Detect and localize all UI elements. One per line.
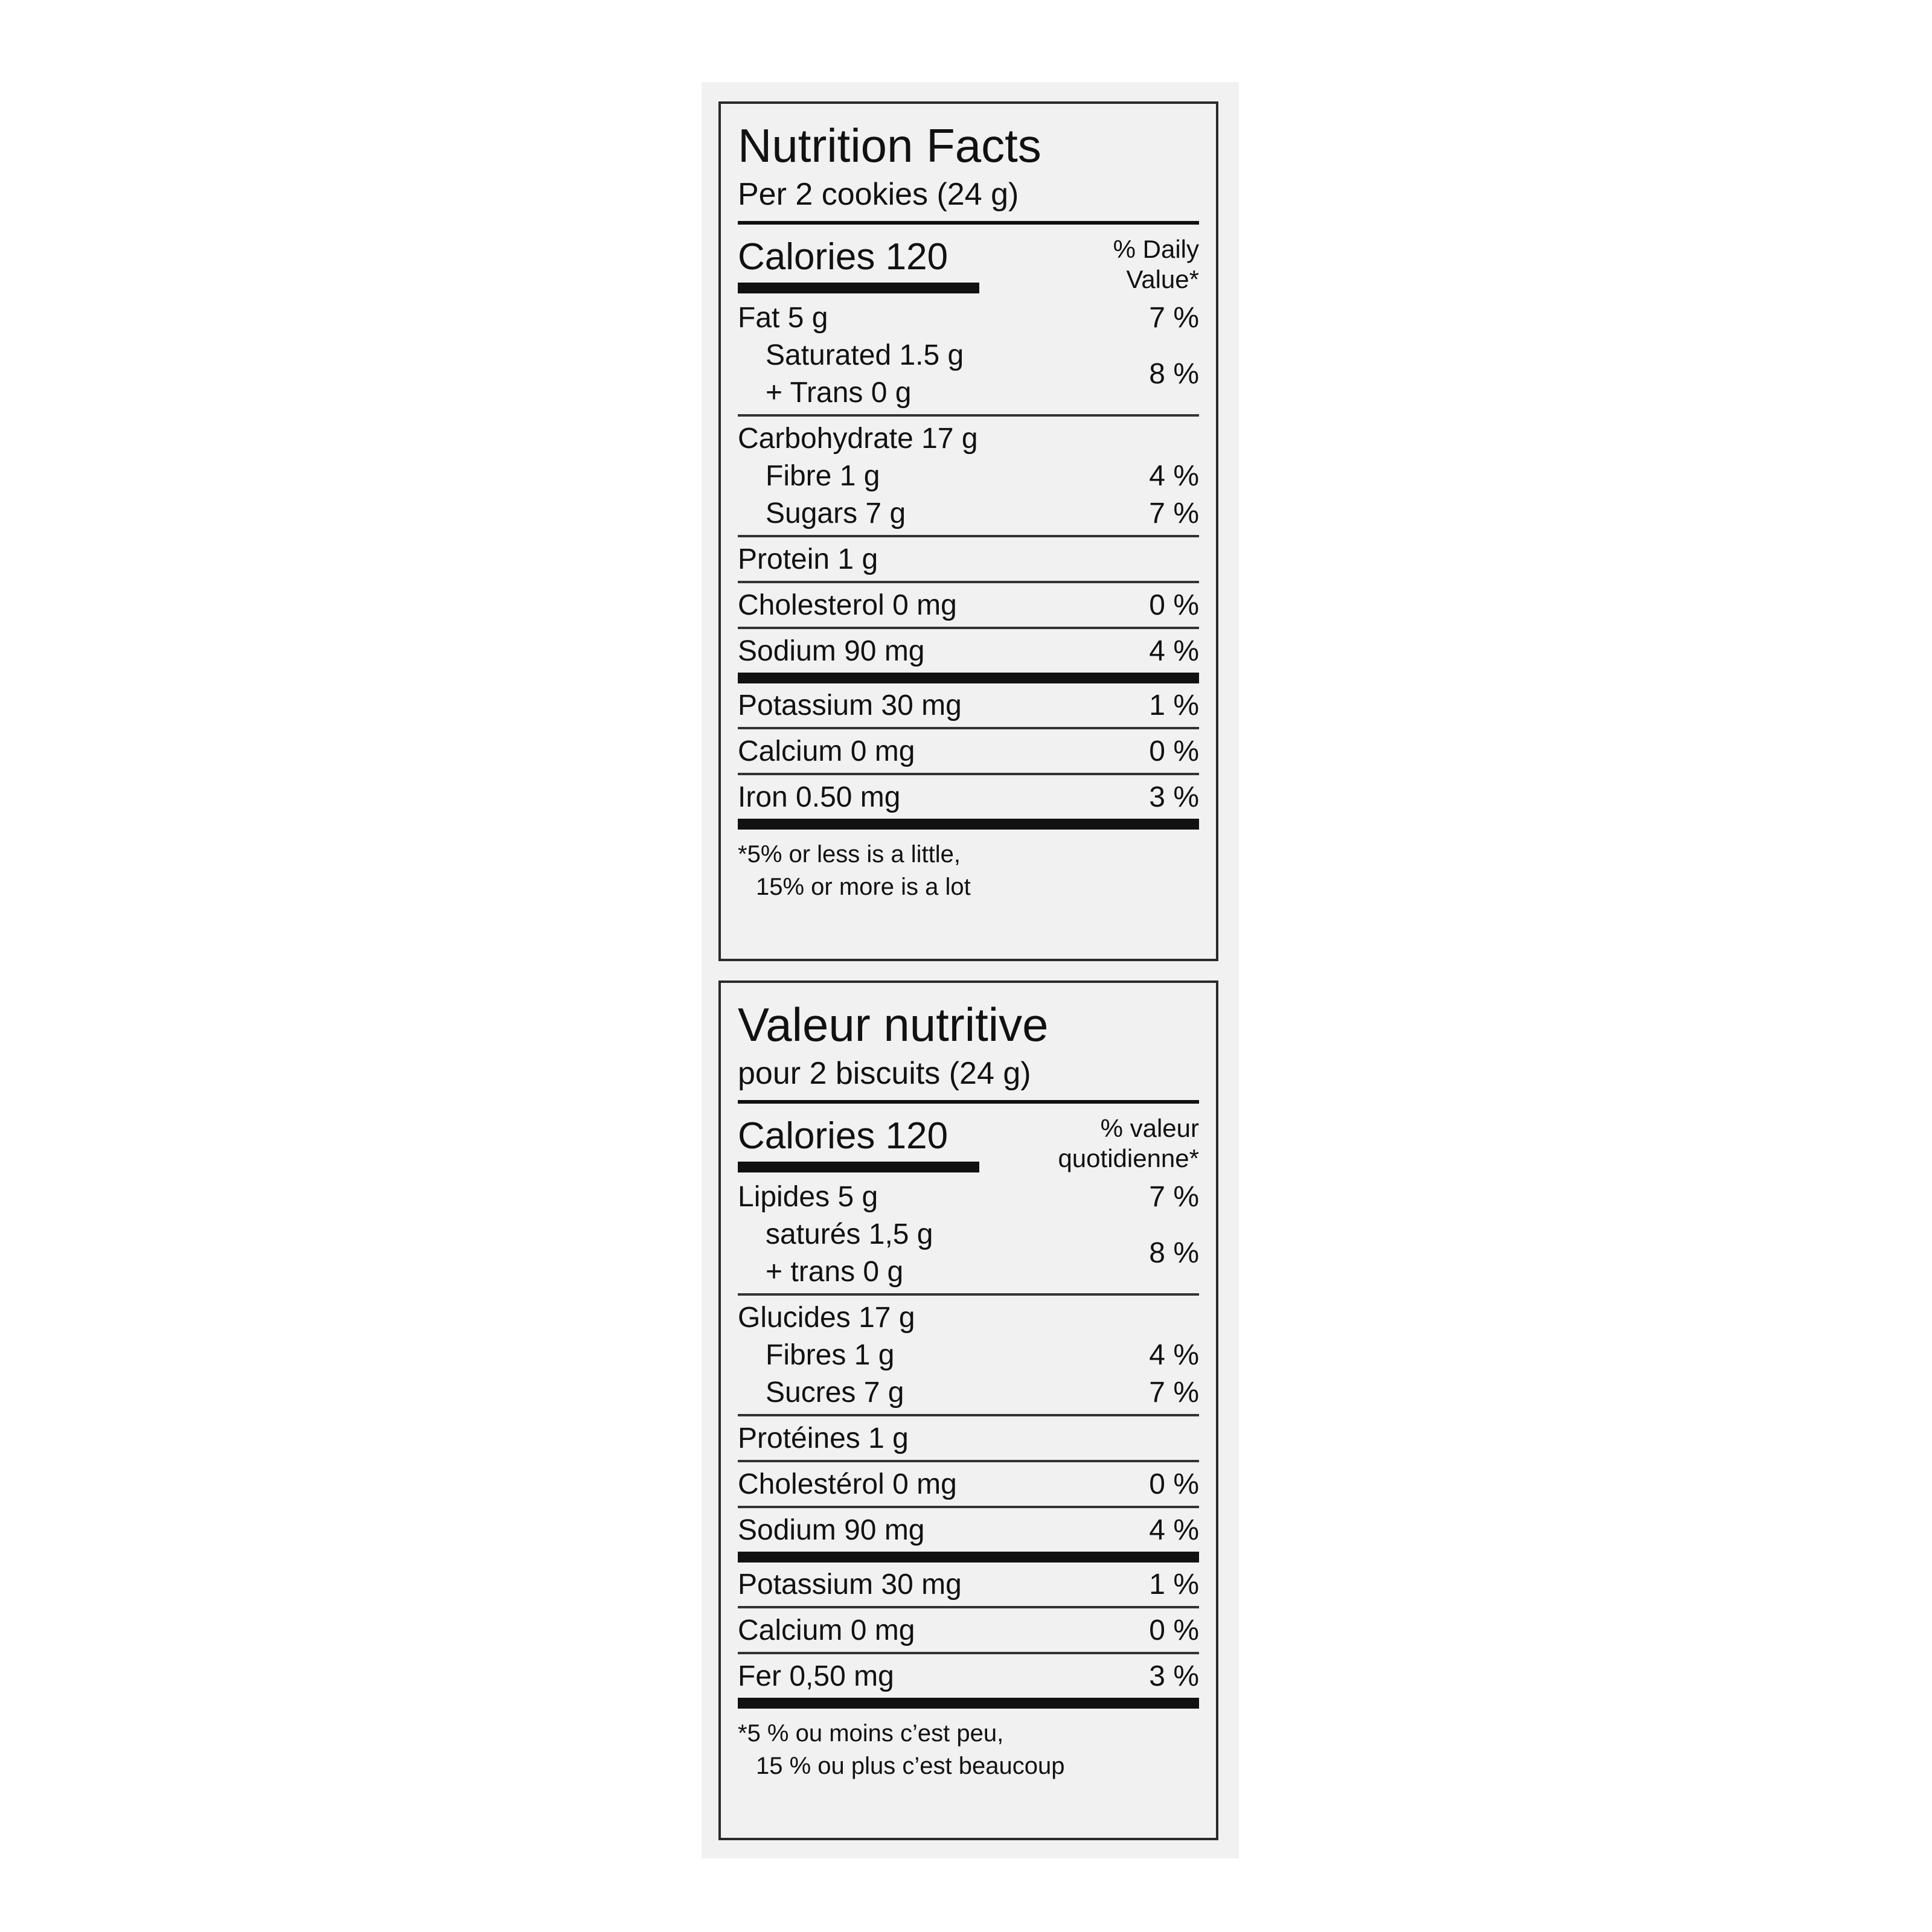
nutrient-row-saturated-trans [738, 337, 1199, 412]
panel-title: Nutrition Facts [738, 119, 1041, 172]
calories-label: Calories 120 [738, 236, 948, 278]
serving-size: pour 2 biscuits (24 g) [738, 1056, 1031, 1091]
carbohydrate-group [738, 417, 1199, 537]
potassium-group [738, 683, 1199, 729]
calories-bar [738, 1162, 979, 1172]
nutrient-row-fibre [738, 458, 1199, 495]
nutrient-row-carbohydrate [738, 420, 1199, 458]
nutrient-dv: 4 % [1149, 1514, 1199, 1546]
cholesterol-group [738, 1462, 1199, 1508]
nutrient-label: Fibres 1 g [766, 1339, 895, 1371]
footnote-line2: 15% or more is a lot [756, 874, 971, 900]
daily-value-header-line1: % valeur [1100, 1114, 1199, 1142]
daily-value-header-line1: % Daily [1113, 235, 1199, 263]
nutrient-label: Lipides 5 g [738, 1181, 878, 1213]
calories-bar [738, 283, 979, 293]
calories-row [738, 1104, 1199, 1175]
nutrition-facts-panel-french [718, 980, 1218, 1840]
nutrition-facts-panel-english [718, 101, 1218, 961]
panel-title: Valeur nutritive [738, 998, 1049, 1051]
nutrient-label: Fat 5 g [738, 302, 828, 334]
footnote [738, 830, 1199, 903]
nutrient-dv: 8 % [1149, 1237, 1199, 1269]
nutrient-label: Cholestérol 0 mg [738, 1468, 957, 1500]
nutrient-row-fat [738, 299, 1199, 337]
nutrient-row-iron [738, 779, 1199, 816]
daily-value-header-line2: quotidienne* [1058, 1144, 1199, 1172]
nutrient-row-sodium [738, 633, 1199, 670]
nutrient-dv: 0 % [1149, 735, 1199, 767]
nutrient-dv: 3 % [1149, 781, 1199, 813]
nutrient-dv: 7 % [1149, 497, 1199, 529]
nutrient-dv: 3 % [1149, 1660, 1199, 1692]
nutrient-row-iron [738, 1658, 1199, 1695]
nutrient-label: Calcium 0 mg [738, 1614, 915, 1646]
nutrient-row-calcium [738, 1612, 1199, 1649]
nutrient-label: Potassium 30 mg [738, 689, 962, 721]
nutrient-row-sodium [738, 1512, 1199, 1549]
nutrient-label: Cholesterol 0 mg [738, 589, 957, 621]
nutrient-row-fat [738, 1179, 1199, 1216]
nutrient-label-saturated: Saturated 1.5 g [766, 339, 964, 371]
nutrient-label-saturated: saturés 1,5 g [766, 1218, 933, 1250]
footnote-line2: 15 % ou plus c’est beaucoup [756, 1753, 1065, 1779]
nutrient-row-saturated-trans [738, 1216, 1199, 1291]
footnote-line1: *5 % ou moins c’est peu, [738, 1720, 1004, 1747]
nutrient-dv: 0 % [1149, 1468, 1199, 1500]
nutrient-row-protein [738, 1420, 1199, 1457]
nutrient-label: Potassium 30 mg [738, 1569, 962, 1601]
iron-group [738, 775, 1199, 830]
daily-value-header-line2: Value* [1126, 265, 1199, 293]
nutrient-dv: 0 % [1149, 589, 1199, 621]
fat-group [738, 296, 1199, 417]
nutrient-label: Calcium 0 mg [738, 735, 915, 767]
fat-group [738, 1175, 1199, 1296]
nutrient-dv: 4 % [1149, 635, 1199, 667]
nutrient-dv: 7 % [1149, 302, 1199, 334]
nutrient-row-sugars [738, 495, 1199, 533]
nutrient-dv: 1 % [1149, 1569, 1199, 1601]
nutrient-label: Glucides 17 g [738, 1302, 915, 1334]
nutrient-row-protein [738, 541, 1199, 578]
iron-group [738, 1654, 1199, 1709]
protein-group [738, 1416, 1199, 1462]
nutrient-row-carbohydrate [738, 1299, 1199, 1337]
nutrient-label: Iron 0.50 mg [738, 781, 901, 813]
nutrient-label: Sucres 7 g [766, 1377, 904, 1409]
nutrient-row-fibre [738, 1337, 1199, 1374]
nutrient-label: Sugars 7 g [766, 497, 906, 529]
carbohydrate-group [738, 1296, 1199, 1416]
nutrient-label: Sodium 90 mg [738, 1514, 925, 1546]
cholesterol-group [738, 583, 1199, 629]
calcium-group [738, 729, 1199, 775]
nutrient-dv: 4 % [1149, 1339, 1199, 1371]
sodium-group [738, 1508, 1199, 1563]
nutrient-row-cholesterol [738, 1466, 1199, 1503]
serving-size: Per 2 cookies (24 g) [738, 177, 1019, 212]
nutrient-row-calcium [738, 733, 1199, 770]
nutrient-row-sugars [738, 1374, 1199, 1412]
footnote [738, 1709, 1199, 1782]
nutrient-dv: 4 % [1149, 460, 1199, 492]
nutrient-row-potassium [738, 687, 1199, 724]
sodium-group [738, 629, 1199, 683]
nutrient-dv: 0 % [1149, 1614, 1199, 1646]
potassium-group [738, 1563, 1199, 1608]
nutrient-label: Sodium 90 mg [738, 635, 925, 667]
footnote-line1: *5% or less is a little, [738, 841, 961, 868]
nutrient-dv: 8 % [1149, 358, 1199, 390]
daily-value-header [1113, 234, 1199, 295]
nutrient-label: Carbohydrate 17 g [738, 423, 978, 455]
nutrient-row-cholesterol [738, 587, 1199, 624]
nutrient-dv: 7 % [1149, 1377, 1199, 1409]
nutrient-label-trans: + trans 0 g [766, 1256, 904, 1288]
nutrient-label: Fibre 1 g [766, 460, 880, 492]
nutrient-row-potassium [738, 1566, 1199, 1604]
nutrient-dv: 7 % [1149, 1181, 1199, 1213]
protein-group [738, 537, 1199, 583]
nutrient-label-trans: + Trans 0 g [766, 377, 912, 409]
nutrient-dv: 1 % [1149, 689, 1199, 721]
nutrient-label: Protein 1 g [738, 543, 878, 575]
nutrient-label: Protéines 1 g [738, 1422, 909, 1454]
daily-value-header [1058, 1113, 1199, 1174]
calories-row [738, 225, 1199, 296]
calcium-group [738, 1608, 1199, 1654]
nutrient-label: Fer 0,50 mg [738, 1660, 894, 1692]
nutrition-label-card [702, 82, 1239, 1858]
calories-label: Calories 120 [738, 1115, 948, 1157]
